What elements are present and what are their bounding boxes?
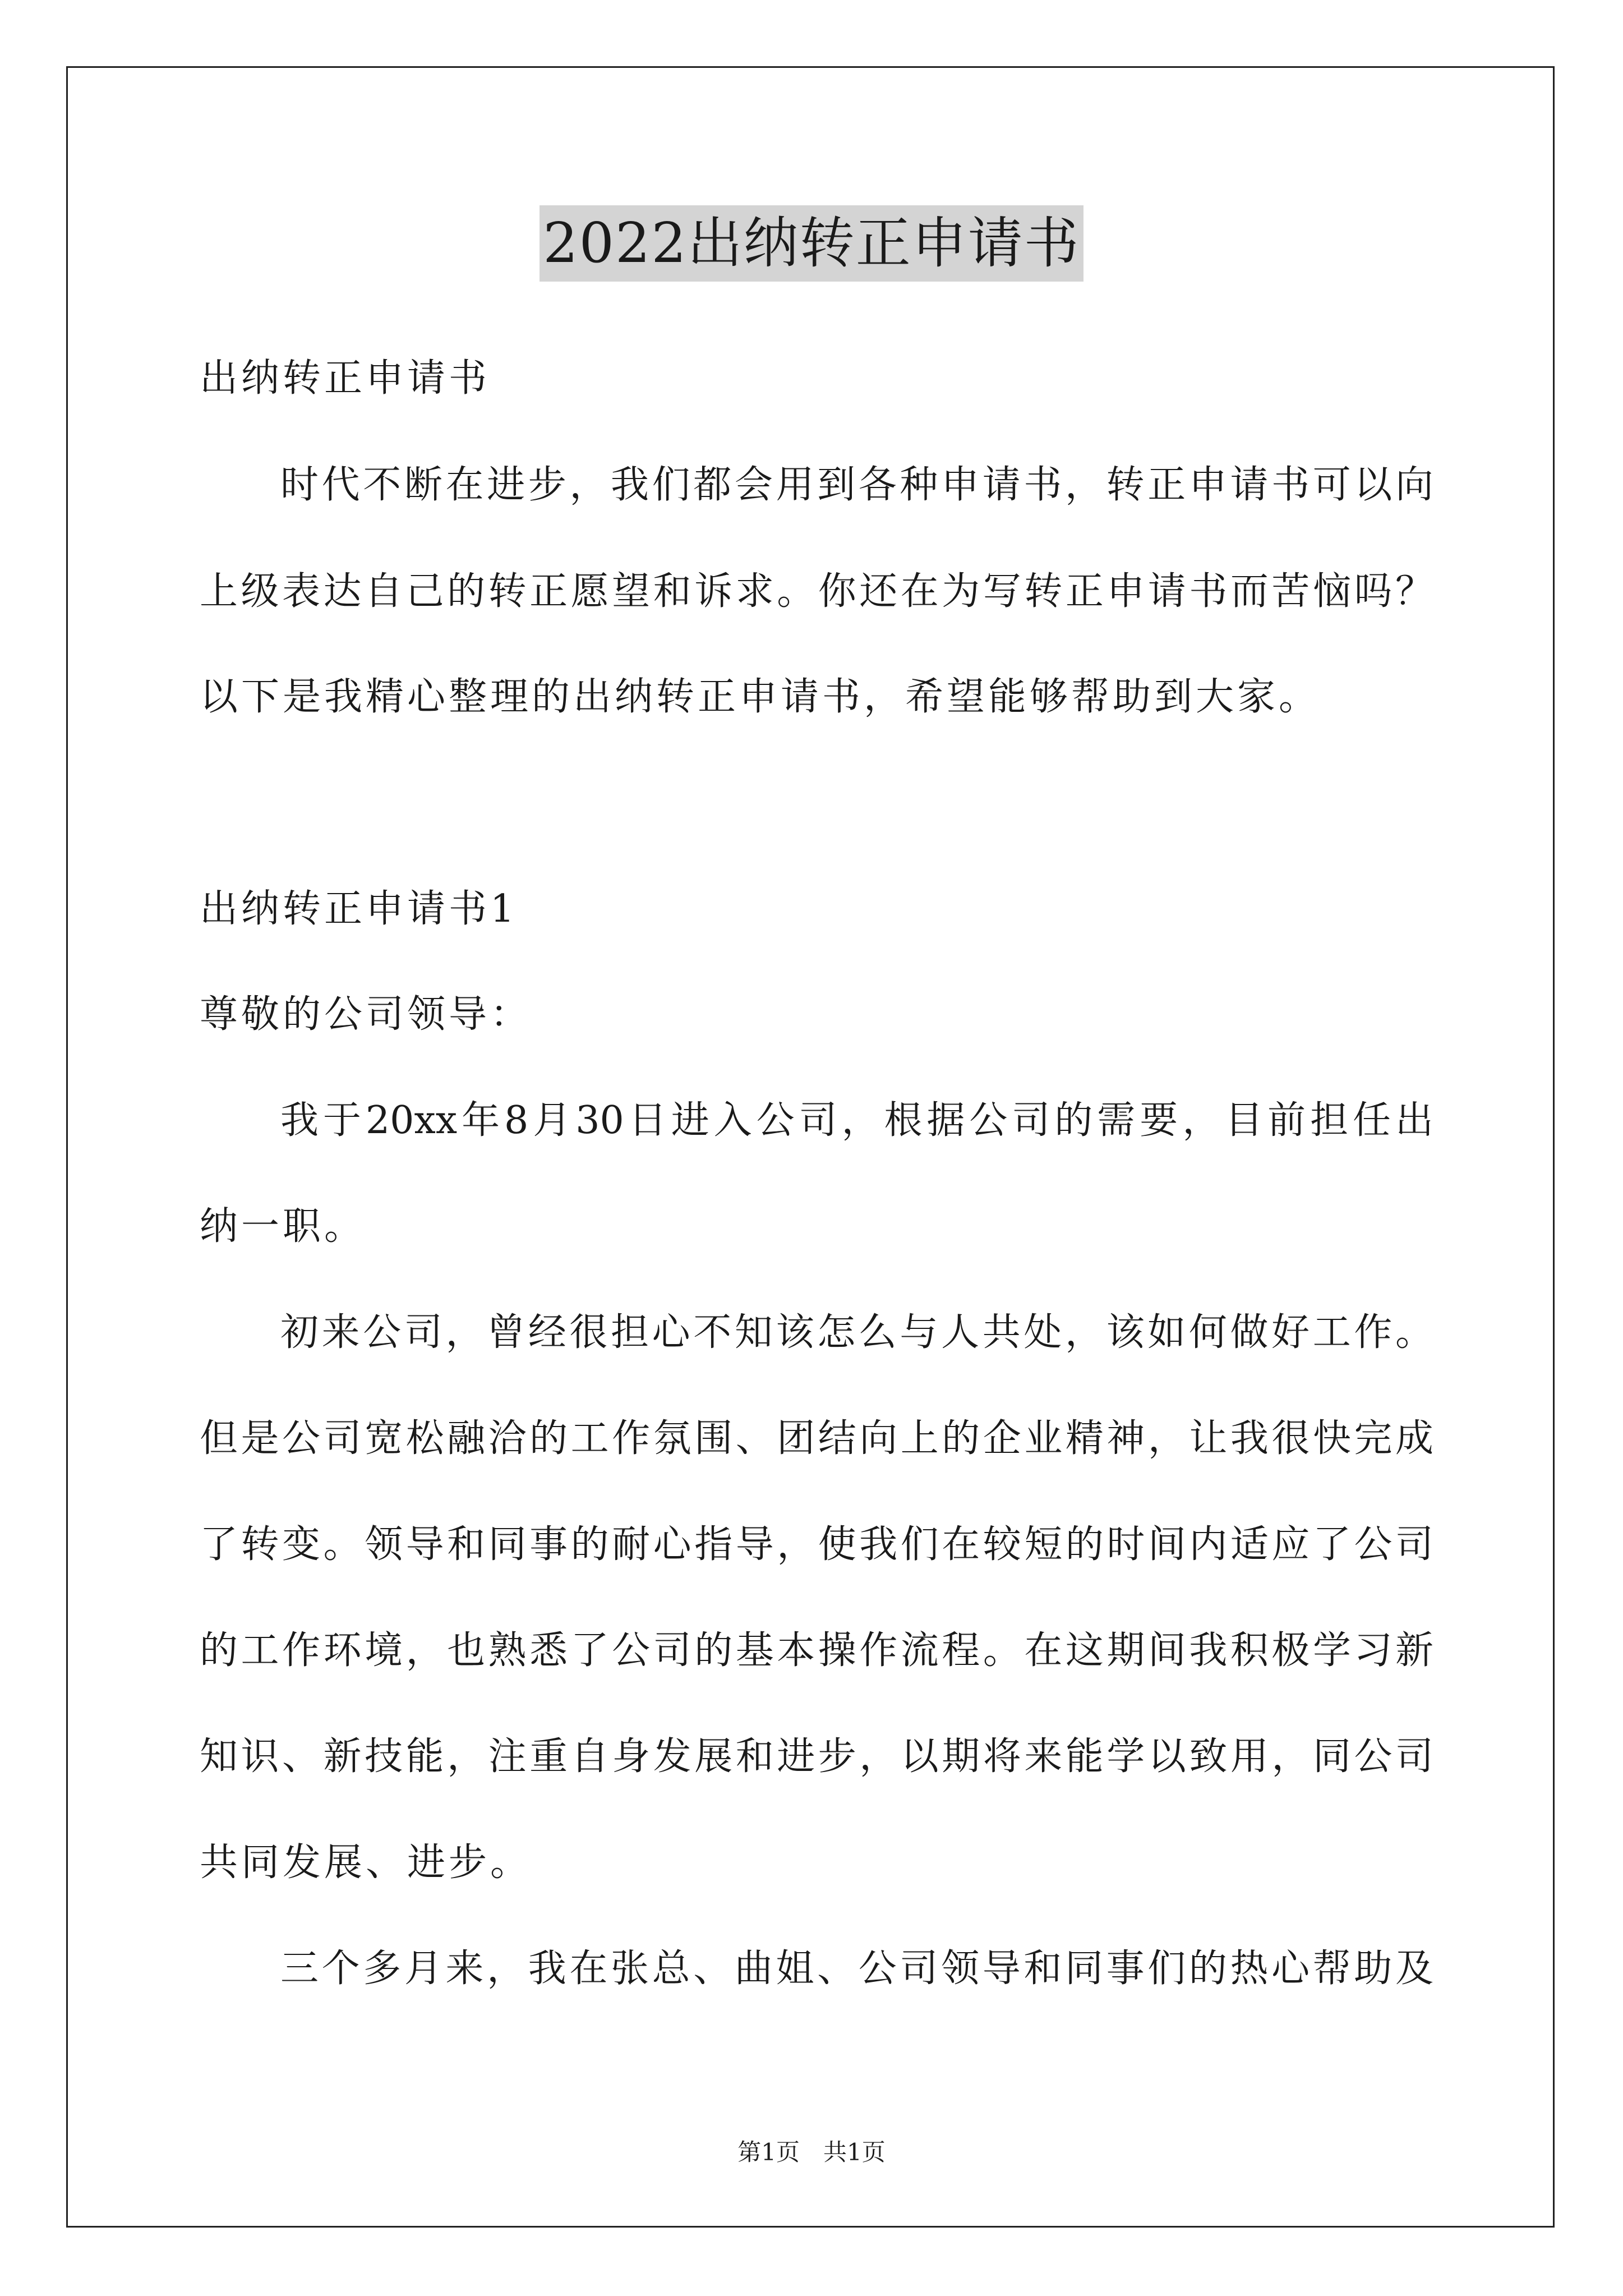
para3-line-1: 三个多月来，我在张总、曲姐、公司领导和同事们的热心帮助及	[280, 1947, 1433, 1991]
intro-line-1: 时代不断在进步，我们都会用到各种申请书，转正申请书可以向	[280, 463, 1433, 507]
section-heading: 出纳转正申请书1	[200, 887, 518, 931]
para1-line-2: 纳一职。	[200, 1204, 366, 1249]
page-footer: 第1页 共1页	[737, 2138, 886, 2166]
salutation: 尊敬的公司领导：	[200, 992, 532, 1037]
para2-line-3: 了转变。领导和同事的耐心指导，使我们在较短的时间内适应了公司	[200, 1522, 1433, 1567]
intro-line-2: 上级表达自己的转正愿望和诉求。你还在为写转正申请书而苦恼吗？	[200, 569, 1433, 614]
subtitle: 出纳转正申请书	[200, 356, 491, 401]
para2-line-1: 初来公司，曾经很担心不知该怎么与人共处，该如何做好工作。	[280, 1310, 1433, 1355]
para2-line-2: 但是公司宽松融洽的工作氛围、团结向上的企业精神，让我很快完成	[200, 1416, 1433, 1461]
para2-line-6: 共同发展、进步。	[200, 1841, 532, 1885]
intro-line-3: 以下是我精心整理的出纳转正申请书，希望能够帮助到大家。	[200, 675, 1321, 719]
para1-line-1: 我于20xx年8月30日进入公司，根据公司的需要，目前担任出	[280, 1098, 1433, 1143]
document-title: 2022出纳转正申请书	[540, 205, 1083, 282]
para2-line-4: 的工作环境，也熟悉了公司的基本操作流程。在这期间我积极学习新	[200, 1628, 1433, 1673]
title-container	[0, 205, 1623, 282]
para2-line-5: 知识、新技能，注重自身发展和进步，以期将来能学以致用，同公司	[200, 1734, 1433, 1779]
